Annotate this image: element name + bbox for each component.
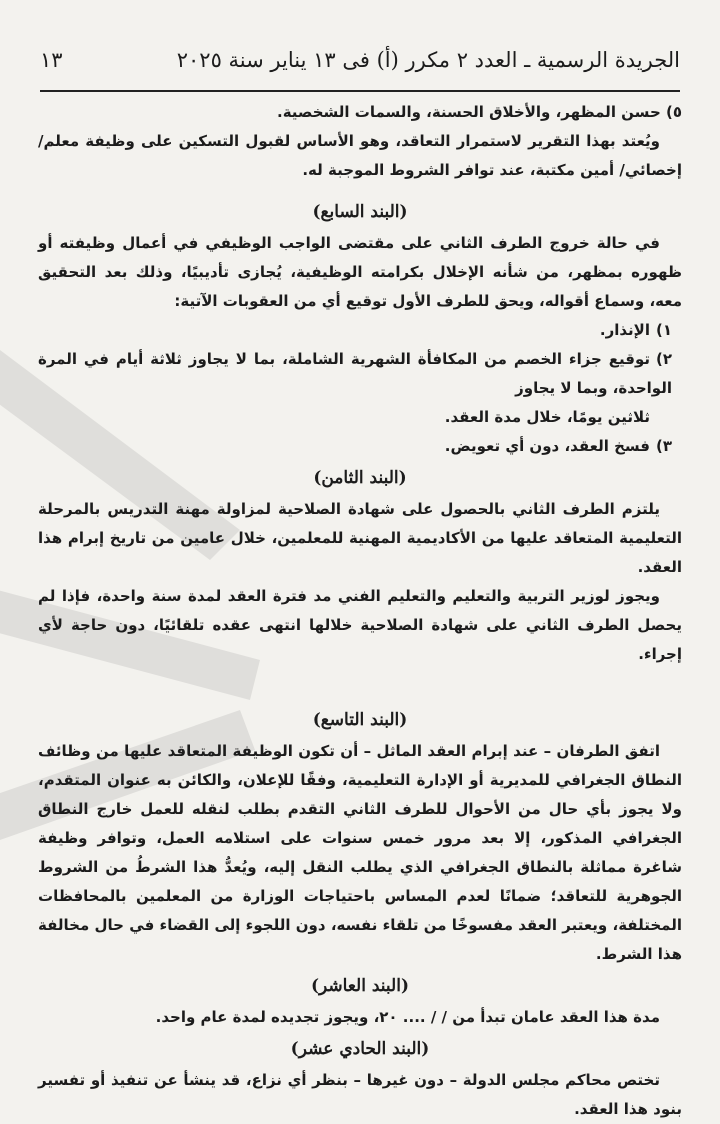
clause-11-heading: (البند الحادي عشر) xyxy=(290,1039,430,1059)
clause-8-heading: (البند الثامن) xyxy=(313,468,407,488)
document-body xyxy=(38,98,682,1124)
clause-11-paragraph: تختص محاكم مجلس الدولة – دون غيرها – بنظر أي نزاع، قد ينشأ عن تنفيذ أو تفسير بنود هذا العقد. xyxy=(38,1071,682,1118)
clause-7-item-1: ١)الإنذار. xyxy=(599,321,672,339)
intro-item-5: ٥) حسن المظهر، والأخلاق الحسنة، والسمات الشخصية. xyxy=(277,103,682,121)
clause-7-item-2-continued: ثلاثين يومًا، خلال مدة العقد. xyxy=(444,408,650,426)
clause-7-item-3: ٣)فسخ العقد، دون أي تعويض. xyxy=(444,437,672,455)
clause-8-paragraph-1: يلتزم الطرف الثاني بالحصول على شهادة الصلاحية لمزاولة مهنة التدريس بالمرحلة التعليمية المتعاقد عليها من الأكاديمية المهنية للمعلمين، خلال عامين من تاريخ إبرام هذا العقد. xyxy=(38,500,682,576)
clause-10-paragraph: مدة هذا العقد عامان تبدأ من / / .... ٢٠، ويجوز تجديده لمدة عام واحد. xyxy=(155,1008,660,1026)
clause-7-heading: (البند السابع) xyxy=(312,202,408,222)
intro-paragraph: ويُعتد بهذا التقرير لاستمرار التعاقد، وهو الأساس لقبول التسكين على وظيفة معلم/ إخصائي/ أمين مكتبة، عند توافر الشروط الموجبة له. xyxy=(38,132,682,179)
clause-7-paragraph: في حالة خروج الطرف الثاني على مقتضى الواجب الوظيفي في أعمال وظيفته أو ظهوره بمظهر، من شأنه الإخلال بكرامته الوظيفية، يُجازى تأديبيًا، وذلك بعد التحقيق معه، وسماع أقواله، ويحق للطرف الأول توقيع أي من العقوبات الآتية: xyxy=(38,234,682,310)
clause-8-paragraph-2: ويجوز لوزير التربية والتعليم والتعليم الفني مد فترة العقد لمدة سنة واحدة، فإذا لم يحصل الطرف الثاني على شهادة الصلاحية خلالها انتهى عقده تلقائيًا، دون حاجة لأي إجراء. xyxy=(38,587,682,663)
header-divider xyxy=(40,90,680,92)
page-number: ١٣ xyxy=(40,48,63,72)
clause-7-item-2: ٢)توقيع جزاء الخصم من المكافأة الشهرية الشاملة، بما لا يجاوز ثلاثة أيام في المرة الواحدة، وبما لا يجاوز xyxy=(38,350,672,397)
clause-9-paragraph: اتفق الطرفان – عند إبرام العقد الماثل – أن تكون الوظيفة المتعاقد عليها من وظائف النطاق الجغرافي للمديرية أو الإدارة التعليمية، وفقًا للإعلان، والكائن به عنوان المتقدم، ولا يجوز بأي حال من الأحوال للطرف الثاني التقدم بطلب لنقله للعمل خارج النطاق الجغرافي المذكور، إلا بعد مرور خمس سنوات على استلامه العمل، وتوافر وظيفة شاغرة مماثلة بالنطاق الجغرافي الذي يطلب النقل إليه، ويُعدُّ هذا الشرطُ من الشروط الجوهرية للتعاقد؛ ضمانًا لعدم المساس باحتياجات الوزارة من المعلمين بالمحافظات المختلفة، ويعتبر العقد مفسوخًا من تلقاء نفسه، دون اللجوء إلى القضاء في حال مخالفة هذا الشرط. xyxy=(38,742,682,963)
clause-9-heading: (البند التاسع) xyxy=(312,710,408,730)
clause-10-heading: (البند العاشر) xyxy=(311,976,409,996)
gazette-title: الجريدة الرسمية ـ العدد ٢ مكرر (أ) فى ١٣ يناير سنة ٢٠٢٥ xyxy=(176,48,680,72)
page-header xyxy=(40,40,680,80)
